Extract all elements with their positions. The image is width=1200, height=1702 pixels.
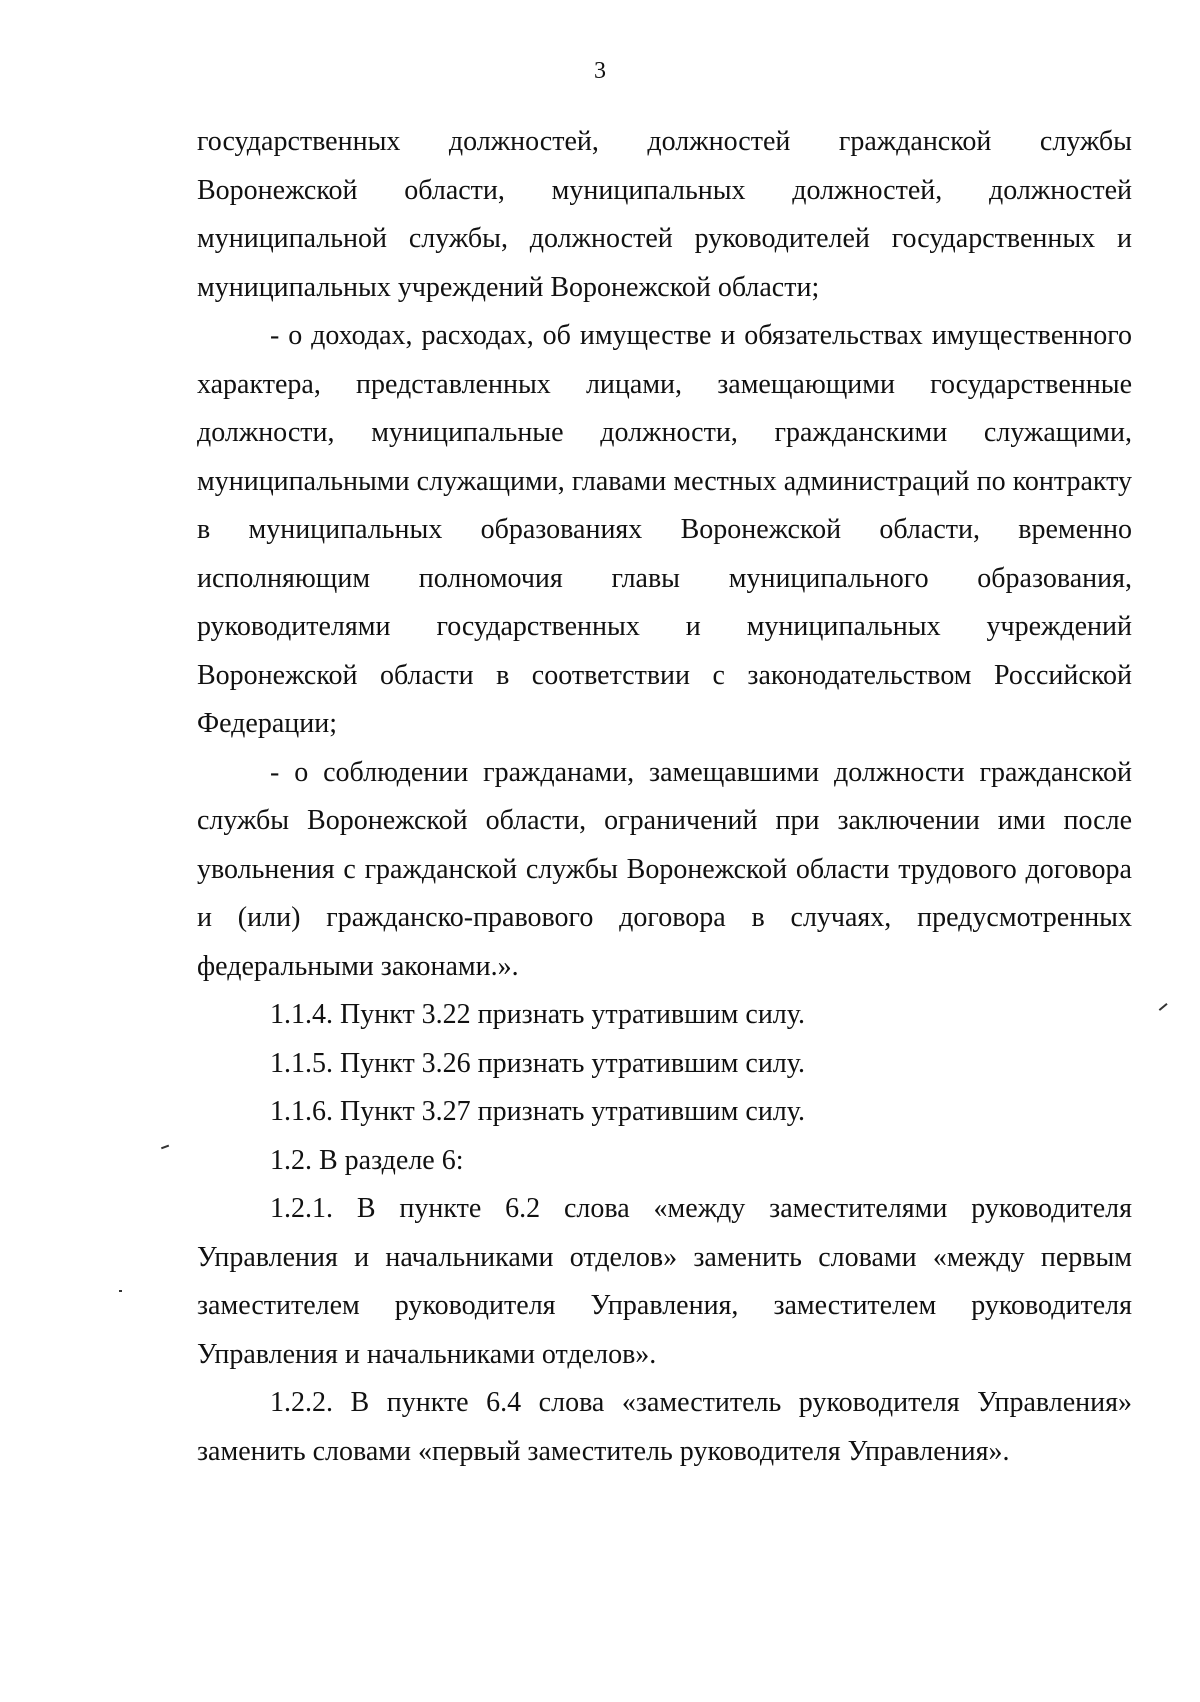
page-number: 3 <box>594 58 606 84</box>
item-1-1-5: 1.1.5. Пункт 3.26 признать утратившим силу. <box>270 1047 805 1079</box>
paragraph-continuation: государственных должностей, должностей гражданской службы Воронежской области, муниципальных должностей, должностей муниципальной службы, должностей руководителей государственных и муниципальных учреждений Воронежской области; <box>197 126 1132 303</box>
scan-mark <box>1159 1003 1168 1011</box>
document-body <box>197 118 1132 1476</box>
item-1-2-1: 1.2.1. В пункте 6.2 слова «между заместителями руководителя Управления и начальниками отделов» заменить словами «между первым заместителем руководителя Управления, заместителем руководителя Управления и начальниками отделов». <box>197 1193 1132 1370</box>
scan-mark <box>161 1145 169 1149</box>
scan-mark <box>119 1290 122 1292</box>
item-1-2: 1.2. В разделе 6: <box>270 1144 464 1176</box>
item-1-1-4: 1.1.4. Пункт 3.22 признать утратившим силу. <box>270 999 805 1030</box>
paragraph-restrictions: - о соблюдении гражданами, замещавшими должности гражданской службы Воронежской области, ограничений при заключении ими после увольнения с гражданской службы Воронежской области трудового договора и (или) гражданско-правового договора в случаях, предусмотренных федеральными законами.». <box>197 756 1132 982</box>
item-1-1-6: 1.1.6. Пункт 3.27 признать утратившим силу. <box>270 1096 805 1127</box>
item-1-2-2: 1.2.2. В пункте 6.4 слова «заместитель руководителя Управления» заменить словами «первый заместитель руководителя Управления». <box>197 1387 1132 1467</box>
paragraph-income-expenses: - о доходах, расходах, об имуществе и обязательствах имущественного характера, представленных лицами, замещающими государственные должности, муниципальные должности, гражданскими служащими, муниципальными служащими, главами местных администраций по контракту в муниципальных образованиях Воронежской области, временно исполняющим полномочия главы муниципального образования, руководителями государственных и муниципальных учреждений Воронежской области в соответствии с законодательством Российской Федерации; <box>197 320 1132 739</box>
